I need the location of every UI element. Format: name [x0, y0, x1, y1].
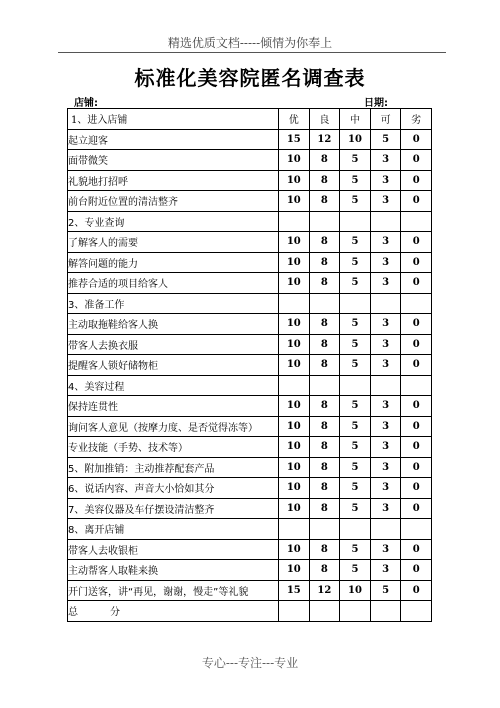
criterion-label: 礼貌地打招呼 — [68, 170, 279, 191]
score-cell: 8 — [309, 498, 340, 519]
score-cell — [401, 375, 432, 396]
score-cell — [370, 293, 401, 314]
score-cell: 8 — [309, 539, 340, 560]
score-cell: 3 — [370, 416, 401, 437]
score-cell: 0 — [401, 396, 432, 417]
score-cell: 8 — [309, 560, 340, 581]
score-cell: 8 — [309, 191, 340, 212]
criterion-label: 提醒客人锁好储物柜 — [68, 355, 279, 376]
criterion-label: 保持连贯性 — [68, 396, 279, 417]
score-cell: 5 — [340, 334, 371, 355]
score-cell: 10 — [279, 334, 310, 355]
criterion-label: 面带微笑 — [68, 150, 279, 171]
page-footer: 专心---专注---专业 — [201, 656, 299, 670]
criterion-label: 推荐合适的项目给客人 — [68, 273, 279, 294]
score-cell: 0 — [401, 150, 432, 171]
criterion-label: 主动取拖鞋给客人换 — [68, 314, 279, 335]
criterion-label: 解答问题的能力 — [68, 252, 279, 273]
score-cell: 0 — [401, 170, 432, 191]
table-row — [68, 539, 432, 560]
score-cell: 10 — [279, 170, 310, 191]
score-cell: 0 — [401, 232, 432, 253]
score-cell: 8 — [309, 457, 340, 478]
section-row — [68, 375, 432, 396]
score-cell: 0 — [401, 560, 432, 581]
table-row — [68, 150, 432, 171]
score-cell: 3 — [370, 478, 401, 499]
table-row — [68, 129, 432, 150]
score-cell: 3 — [370, 560, 401, 581]
section-heading: 4、美容过程 — [68, 375, 279, 396]
table-header-row — [68, 109, 432, 130]
table-row — [68, 416, 432, 437]
score-cell: 5 — [340, 252, 371, 273]
score-cell — [401, 293, 432, 314]
score-cell: 8 — [309, 273, 340, 294]
score-cell: 0 — [401, 334, 432, 355]
score-cell: 0 — [401, 539, 432, 560]
score-cell — [370, 211, 401, 232]
table-row — [68, 273, 432, 294]
score-cell — [340, 375, 371, 396]
score-cell: 5 — [340, 437, 371, 458]
score-cell — [279, 519, 310, 540]
score-cell: 10 — [340, 129, 371, 150]
score-cell: 8 — [309, 334, 340, 355]
table-row — [68, 560, 432, 581]
score-cell: 5 — [340, 232, 371, 253]
score-cell: 8 — [309, 150, 340, 171]
score-cell — [401, 211, 432, 232]
score-cell: 10 — [279, 355, 310, 376]
total-label — [68, 601, 279, 622]
score-cell: 5 — [370, 580, 401, 601]
score-cell: 3 — [370, 150, 401, 171]
criterion-label: 起立迎客 — [68, 129, 279, 150]
criterion-label: 了解客人的需要 — [68, 232, 279, 253]
score-cell — [309, 293, 340, 314]
score-cell: 5 — [370, 129, 401, 150]
score-cell: 0 — [401, 355, 432, 376]
score-cell — [340, 293, 371, 314]
date-label: 日期: — [364, 98, 388, 109]
score-cell: 10 — [279, 478, 310, 499]
score-cell: 5 — [340, 150, 371, 171]
table-row — [68, 580, 432, 601]
score-cell: 3 — [370, 498, 401, 519]
score-cell: 8 — [309, 478, 340, 499]
score-cell: 0 — [401, 129, 432, 150]
score-cell: 15 — [279, 580, 310, 601]
score-cell: 10 — [279, 457, 310, 478]
table-row — [68, 498, 432, 519]
table-body — [68, 129, 432, 601]
score-cell: 3 — [370, 170, 401, 191]
score-cell: 10 — [279, 314, 310, 335]
score-cell — [370, 375, 401, 396]
store-label: 店铺: — [74, 98, 98, 109]
criterion-label: 带客人去收银柜 — [68, 539, 279, 560]
score-cell: 3 — [370, 539, 401, 560]
score-cell: 5 — [340, 457, 371, 478]
score-cell — [340, 519, 371, 540]
section-heading: 3、准备工作 — [68, 293, 279, 314]
score-cell: 5 — [340, 478, 371, 499]
table-row — [68, 437, 432, 458]
document-title: 标准化美容院匿名调查表 — [134, 66, 366, 90]
total-label-part1: 总 — [68, 607, 78, 619]
page-header: 精选优质文档-----倾情为你奉上 — [167, 36, 333, 50]
score-cell: 0 — [401, 498, 432, 519]
score-cell: 0 — [401, 416, 432, 437]
score-cell: 5 — [340, 314, 371, 335]
score-cell — [340, 211, 371, 232]
score-cell: 3 — [370, 314, 401, 335]
criterion-label: 询问客人意见（按摩力度、是否觉得冻等） — [68, 416, 279, 437]
score-cell: 10 — [279, 416, 310, 437]
score-cell: 8 — [309, 252, 340, 273]
score-cell: 8 — [309, 232, 340, 253]
total-cell — [340, 601, 371, 622]
table-row — [68, 314, 432, 335]
criterion-label: 开门送客，讲“再见，谢谢，慢走”等礼貌 — [68, 580, 279, 601]
score-cell: 3 — [370, 437, 401, 458]
total-row — [68, 601, 432, 622]
score-cell: 5 — [340, 416, 371, 437]
score-cell: 8 — [309, 314, 340, 335]
column-header-fair: 可 — [370, 109, 401, 130]
score-cell: 5 — [340, 396, 371, 417]
column-header-poor: 劣 — [401, 109, 432, 130]
table-row — [68, 191, 432, 212]
section-heading: 2、专业查询 — [68, 211, 279, 232]
section-row — [68, 519, 432, 540]
score-cell: 10 — [279, 191, 310, 212]
score-cell: 12 — [309, 580, 340, 601]
section-row — [68, 211, 432, 232]
total-cell — [401, 601, 432, 622]
score-cell: 10 — [279, 437, 310, 458]
score-cell: 5 — [340, 170, 371, 191]
score-cell: 0 — [401, 273, 432, 294]
score-cell — [309, 375, 340, 396]
survey-table — [67, 108, 432, 622]
score-cell — [279, 211, 310, 232]
score-cell: 5 — [340, 355, 371, 376]
column-header-average: 中 — [340, 109, 371, 130]
score-cell — [309, 519, 340, 540]
score-cell — [279, 293, 310, 314]
criterion-label: 主动帮客人取鞋来换 — [68, 560, 279, 581]
score-cell: 5 — [340, 560, 371, 581]
score-cell: 3 — [370, 252, 401, 273]
table-row — [68, 355, 432, 376]
table-row — [68, 457, 432, 478]
score-cell: 8 — [309, 396, 340, 417]
score-cell: 5 — [340, 539, 371, 560]
score-cell: 0 — [401, 478, 432, 499]
score-cell: 10 — [279, 150, 310, 171]
criterion-label: 前台附近位置的清洁整齐 — [68, 191, 279, 212]
criterion-label: 6、说话内容、声音大小恰如其分 — [68, 478, 279, 499]
score-cell: 0 — [401, 437, 432, 458]
score-cell: 10 — [279, 396, 310, 417]
score-cell: 10 — [279, 560, 310, 581]
total-cell — [370, 601, 401, 622]
score-cell: 8 — [309, 416, 340, 437]
score-cell: 3 — [370, 396, 401, 417]
score-cell — [279, 375, 310, 396]
score-cell: 8 — [309, 355, 340, 376]
total-cell — [309, 601, 340, 622]
score-cell: 0 — [401, 314, 432, 335]
score-cell: 5 — [340, 191, 371, 212]
table-row — [68, 232, 432, 253]
score-cell: 8 — [309, 170, 340, 191]
section-heading: 8、离开店铺 — [68, 519, 279, 540]
section-row — [68, 293, 432, 314]
score-cell: 10 — [340, 580, 371, 601]
score-cell — [370, 519, 401, 540]
score-cell: 10 — [279, 539, 310, 560]
score-cell: 10 — [279, 498, 310, 519]
table-row — [68, 478, 432, 499]
section-heading: 1、进入店铺 — [68, 109, 279, 130]
score-cell: 0 — [401, 457, 432, 478]
score-cell: 10 — [279, 273, 310, 294]
column-header-good: 良 — [309, 109, 340, 130]
score-cell: 10 — [279, 232, 310, 253]
score-cell: 8 — [309, 437, 340, 458]
table-row — [68, 334, 432, 355]
score-cell: 12 — [309, 129, 340, 150]
total-label-part2: 分 — [110, 607, 120, 619]
total-cell — [279, 601, 310, 622]
score-cell: 5 — [340, 498, 371, 519]
score-cell — [401, 519, 432, 540]
table-row — [68, 396, 432, 417]
score-cell — [309, 211, 340, 232]
score-cell: 3 — [370, 191, 401, 212]
score-cell: 0 — [401, 580, 432, 601]
score-cell: 5 — [340, 273, 371, 294]
header-divider — [58, 52, 446, 53]
score-cell: 3 — [370, 457, 401, 478]
score-cell: 0 — [401, 252, 432, 273]
criterion-label: 5、附加推销：主动推荐配套产品 — [68, 457, 279, 478]
score-cell: 10 — [279, 252, 310, 273]
score-cell: 3 — [370, 273, 401, 294]
score-cell: 0 — [401, 191, 432, 212]
criterion-label: 带客人去换衣服 — [68, 334, 279, 355]
score-cell: 3 — [370, 355, 401, 376]
score-cell: 15 — [279, 129, 310, 150]
criterion-label: 专业技能（手势、技术等） — [68, 437, 279, 458]
criterion-label: 7、美容仪器及车仔摆设清洁整齐 — [68, 498, 279, 519]
score-cell: 3 — [370, 232, 401, 253]
column-header-excellent: 优 — [279, 109, 310, 130]
table-row — [68, 252, 432, 273]
table-row — [68, 170, 432, 191]
score-cell: 3 — [370, 334, 401, 355]
